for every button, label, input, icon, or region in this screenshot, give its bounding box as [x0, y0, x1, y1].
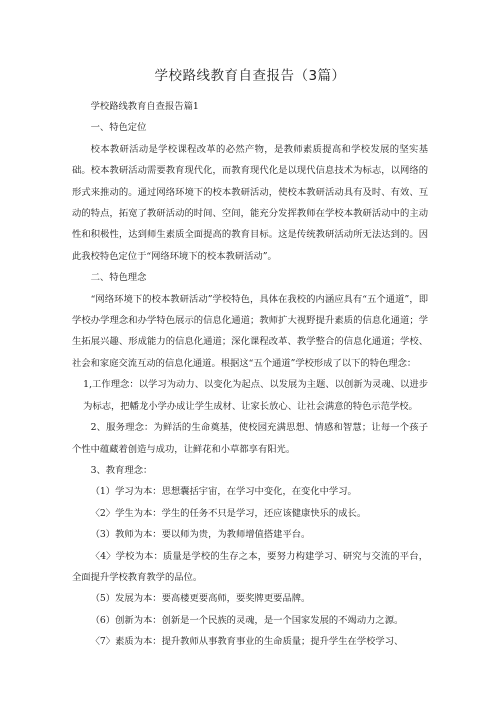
- document-title: 学校路线教育自查报告（3篇）: [154, 68, 346, 84]
- sub-item-innovation: （6）创新为本：创新是一个民族的灵魂，是一个国家发展的不竭动力之源。: [90, 614, 404, 626]
- item-work-philosophy: 1,工作理念：以学习为动力、以变化为起点、以发展为主题、以创新为灵魂、以进步为标志，把幡龙小学办成让学生成材、让家长放心、让社会满意的特色示范学校。: [83, 379, 428, 412]
- sub-item-development: （5）发展为本：要高楼更要高师，要奖牌更要品牌。: [90, 593, 311, 605]
- paragraph-philosophy: “网络环境下的校本教研活动”学校特色，具体在我校的内涵应具有“五个通道”，即学校办学理念和办学特色展示的信息化通道；教师扩大视野提升素质的信息化通道；学生拓展兴趣、形成能力的信息化通道；深化课程改革、教学整合的信息化通道；学校、社会和家庭交流互动的信息化通道。根据这“五个通道”学校形成了以下的特色理念：: [72, 293, 428, 369]
- sub-item-learning: （1）学习为本：思想囊括宇宙，在学习中变化，在变化中学习。: [90, 486, 357, 498]
- report-subtitle: 学校路线教育自查报告篇1: [90, 101, 199, 112]
- sub-item-school: 〈4〉学校为本：质量是学校的生存之本，要努力构建学习、研究与交流的平台，全面提升学校教育教学的品位。: [72, 550, 428, 583]
- sub-item-quality: 〈7〉素质为本：提升教师从事教育事业的生命质量；提升学生在学校学习、: [90, 636, 404, 648]
- sub-item-students: 〈2〉学生为本：学生的任务不只是学习，还应该健康快乐的成长。: [90, 507, 367, 519]
- paragraph-positioning: 校本教研活动是学校课程改革的必然产物，是教师素质提高和学校发展的坚实基础。校本教研活动需要教育现代化，而教育现代化是以现代信息技术为标志，以网络的形式来推动的。通过网络环境下的校本教研活动，使校本教研活动具有及时、有效、互动的特点，拓宽了教研活动的时间、空间，能充分发挥教师在学校本教研活动中的主动性和积极性，达到师生素质全面提高的教育目标。这是传统教研活动所无法达到的。因此我校特色定位于“网络环境下的校本教研活动”。: [72, 143, 428, 262]
- section-heading-positioning: 一、特色定位: [90, 122, 147, 134]
- item-education-heading: 3、教育理念：: [90, 464, 153, 476]
- section-heading-philosophy: 二、特色理念: [90, 272, 147, 284]
- item-service-philosophy: 2、服务理念：为鲜活的生命奠基，使校园充满思想、情感和智慧；让每一个孩子个性中蕴藏着创造与成功，让鲜花和小草都享有阳光。: [72, 422, 428, 455]
- document-body: [72, 96, 428, 653]
- sub-item-teachers: （3）教师为本：要以师为贵，为教师增值搭建平台。: [90, 529, 311, 541]
